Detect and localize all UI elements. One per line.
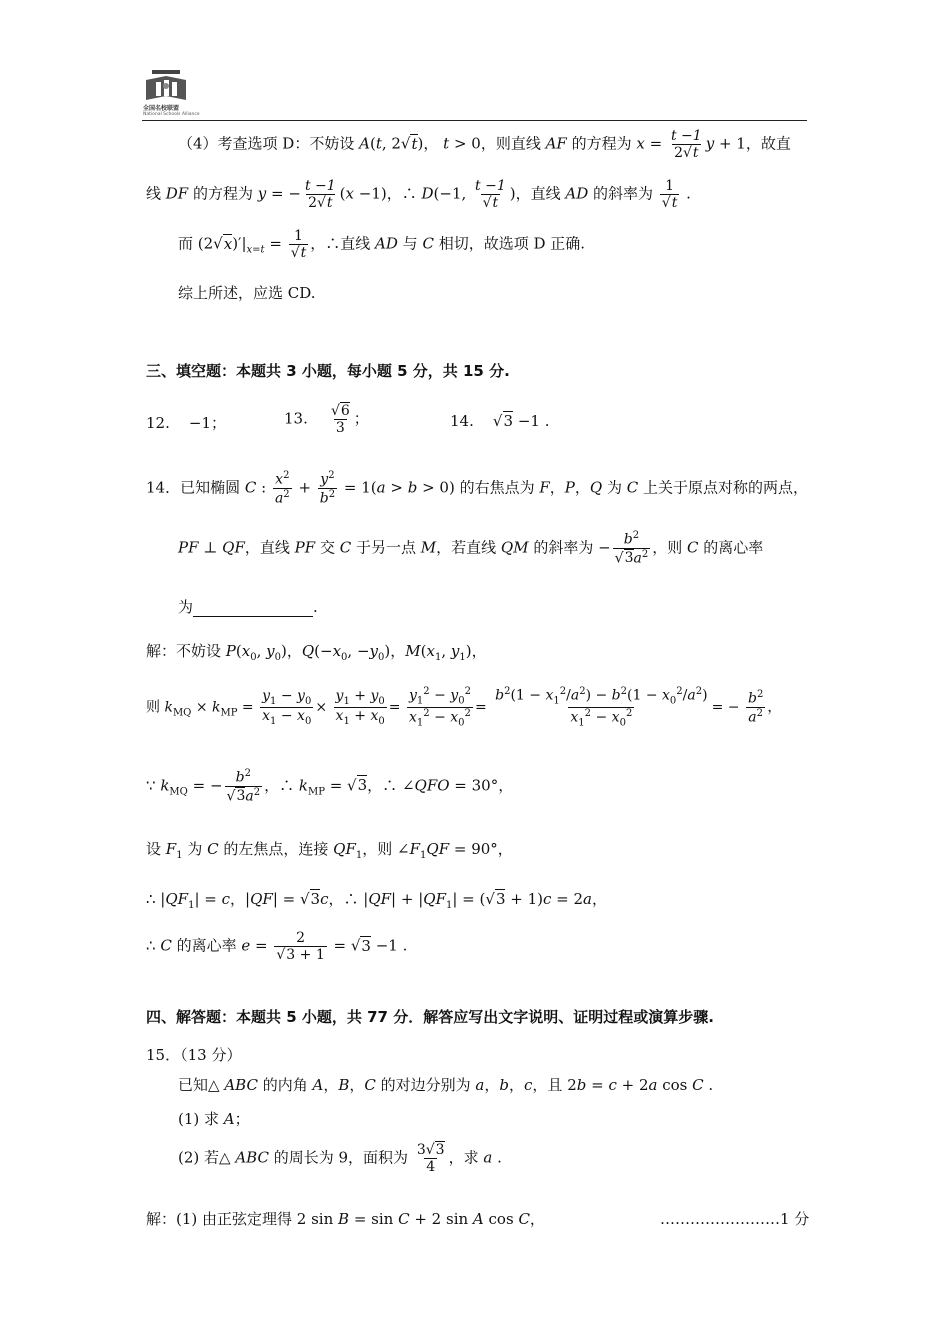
header-rule xyxy=(142,120,807,121)
question-14-line2: PF ⊥ QF，直线 PF 交 C 于另一点 M，若直线 QM 的斜率为 − $\frac{b^2}{√3a^2}$ ，则 C 的离心率 xyxy=(178,530,764,567)
solution-15-step1: 解：(1) 由正弦定理得 2 sin B = sin C + 2 sin A cos C， xyxy=(146,1210,545,1228)
solution-option-d-line2: 线 DF 的方程为 y = − $\frac{t -1}{2√t}$ (x −1)，∴ D(−1, $\frac{t -1}{√t}$ )，直线 AD 的斜率为 $\frac{1}{√t}$ . xyxy=(146,178,691,212)
solution-14-step4: 设 $F_1$ 为 C 的左焦点，连接 $QF_1$，则 $\angle F_1QF = 90^\circ$， xyxy=(146,840,513,861)
solution-conclusion: 综上所述，应选 CD. xyxy=(178,284,316,302)
question-14-line3: 为 . xyxy=(178,598,318,616)
logo-text-en: National Schools Alliance xyxy=(143,112,200,117)
solution-14-step2: 则 $k_{MQ} \times k_{MP}$ = $\frac{y_1 - y_0}{x_1 - x_0}$ × $\frac{y_1 + y_0}{x_1 + x_0}$ = $\frac{y_1^2 - y_0^2}{x_1^2 - x_0^2}$ = $\frac{b^2(1 - x_1^2/a^2) - b^2(1 - x_0^2/a^2)}{x_1^2 - x_0^2}$ = − $\frac{b^2}{a^2}$ ， xyxy=(146,686,782,729)
question-15-part1: (1) 求 A； xyxy=(178,1110,250,1128)
section-4-heading: 四、解答题：本题共 5 小题，共 77 分．解答应写出文字说明、证明过程或演算步骤. xyxy=(146,1008,714,1026)
solution-option-d-line1: （4）考查选项 D：不妨设 A(t, 2√t)， t > 0，则直线 AF 的方程为 x = $\frac{t -1}{2√t}$ y + 1，故直 xyxy=(178,128,791,162)
solution-14-step3: ∵ $k_{MQ}$ = − $\frac{b^2}{√3a^2}$ ，∴ $k_{MP} = √3$，∴ ∠QFO = 30°， xyxy=(146,768,514,805)
section-3-heading: 三、填空题：本题共 3 小题，每小题 5 分，共 15 分. xyxy=(146,362,510,380)
question-15-part2: (2) 若△ ABC 的周长为 9，面积为 $\frac{3√3}{4}$ ，求 a . xyxy=(178,1142,502,1176)
answer-blank[interactable] xyxy=(193,602,313,617)
question-14-line1: 14．已知椭圆 C : $\frac{x^2}{a^2}$ + $\frac{y^2}{b^2}$ = 1(a > b > 0) 的右焦点为 F，P，Q 为 C 上关于原点对称的两点， xyxy=(146,470,809,507)
logo-text-cn: 全国名校联盟 xyxy=(143,105,180,112)
answer-13: 13. $\frac{√6}{3}$ ； xyxy=(284,403,369,437)
solution-14-step6: ∴ C 的离心率 e = $\frac{2}{√3 + 1}$ = √3 −1 . xyxy=(146,930,408,964)
answer-12: 12. −1； xyxy=(146,414,227,432)
solution-14-step5: ∴ $|QF_1| = c$，|QF| = √3c，∴ $|QF| + |QF_1| = (√3 + 1)c = 2a$， xyxy=(146,890,608,911)
question-15-header: 15．（13 分） xyxy=(146,1046,242,1064)
solution-14-step1: 解：不妨设 $P(x_0$, $y_0$)，$Q(-x_0$, $-y_0$)，$M(x_1$, $y_1$)， xyxy=(146,642,487,663)
score-marker: ……………………1 分 xyxy=(660,1210,810,1228)
question-15-stem: 已知△ ABC 的内角 A，B，C 的对边分别为 a，b，c，且 2b = c + 2a cos C . xyxy=(178,1076,714,1094)
answer-14: 14. √3 −1 . xyxy=(450,412,550,430)
solution-option-d-line3: 而 $(2√x)'|_{x=t}$ = $\frac{1}{√t}$ ，∴直线 AD 与 C 相切，故选项 D 正确. xyxy=(178,228,586,262)
